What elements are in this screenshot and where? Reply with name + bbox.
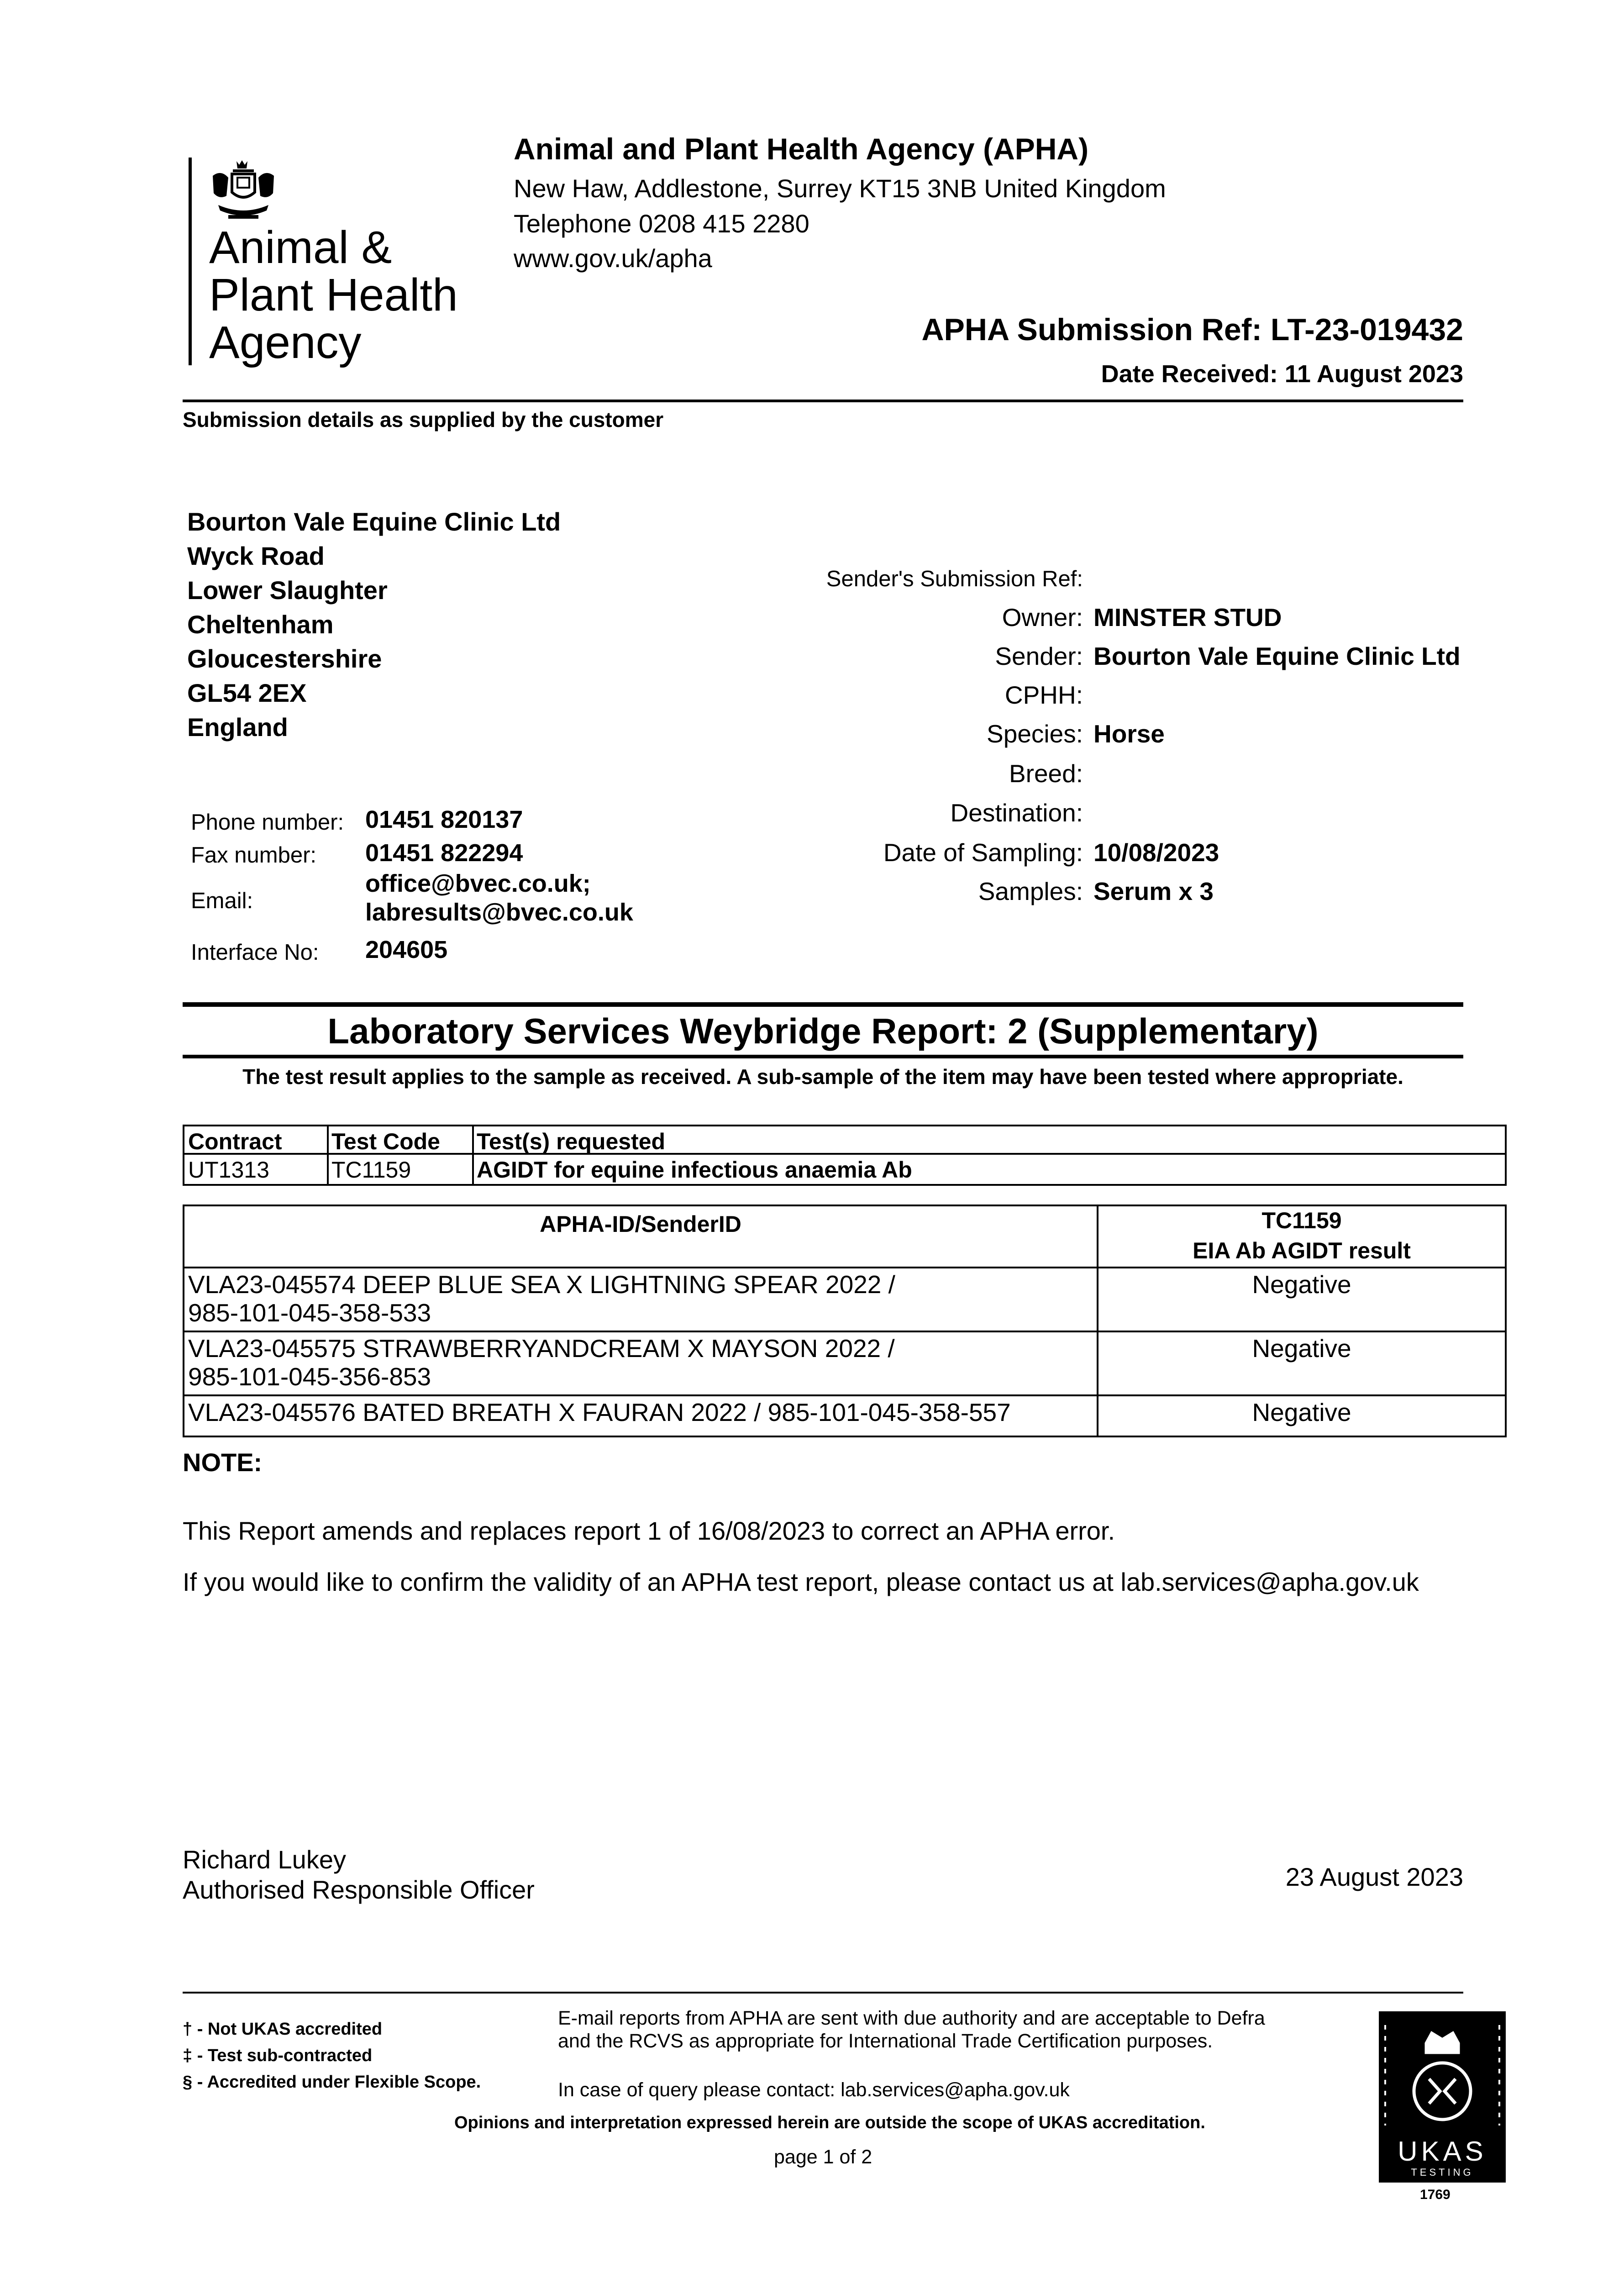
address-line: Wyck Road (187, 542, 325, 570)
interface-label: Interface No: (191, 940, 319, 965)
email-value-2[interactable]: labresults@bvec.co.uk (365, 899, 633, 926)
result-row-id-line-1: VLA23-045575 STRAWBERRYANDCREAM X MAYSON 2022 / (188, 1334, 895, 1362)
sampling-date-label: Date of Sampling: (883, 838, 1083, 867)
table-header-test-code: TC1159 (1261, 1208, 1342, 1233)
logo-line-2: Plant Health (209, 269, 458, 321)
ukas-testing-label: TESTING (1411, 2167, 1474, 2178)
logo-line-1: Animal & (209, 222, 392, 273)
result-value: Negative (1252, 1270, 1351, 1299)
customer-address (187, 505, 561, 744)
legend-flexible-scope: § - Accredited under Flexible Scope. (183, 2073, 481, 2092)
sample-applies-note: The test result applies to the sample as received. A sub-sample of the item may have been tested where appropriate. (242, 1065, 1403, 1089)
note-label: NOTE: (183, 1448, 263, 1477)
email-value-1[interactable]: office@bvec.co.uk; (365, 870, 591, 897)
logo-rule (189, 158, 192, 365)
fax-label: Fax number: (191, 843, 317, 868)
org-telephone: Telephone 0208 415 2280 (514, 209, 809, 238)
legend-not-accredited: † - Not UKAS accredited (183, 2020, 383, 2039)
page-number: page 1 of 2 (774, 2146, 872, 2168)
footer-opinions: Opinions and interpretation expressed herein are outside the scope of UKAS accreditation. (454, 2113, 1205, 2132)
submission-details-label: Submission details as supplied by the customer (183, 408, 664, 431)
footer-email-notice: E-mail reports from APHA are sent with due authority and are acceptable to Defra and the RCVS as appropriate for International Trade Certification purposes. (558, 2007, 1265, 2052)
samples-label: Samples: (978, 877, 1083, 905)
report-title: Laboratory Services Weybridge Report: 2 (Supplementary) (327, 1011, 1319, 1051)
footer-legend (183, 2016, 481, 2095)
legend-sub-contracted: ‡ - Test sub-contracted (183, 2046, 373, 2065)
org-name: Animal and Plant Health Agency (APHA) (514, 132, 1089, 166)
result-row-id-line-1: VLA23-045574 DEEP BLUE SEA X LIGHTNING SPEAR 2022 / (188, 1270, 895, 1299)
note-amendment: This Report amends and replaces report 1 of 16/08/2023 to correct an APHA error. (183, 1516, 1115, 1545)
result-row-id-line-2: 985-101-045-356-853 (188, 1362, 431, 1391)
interface-value: 204605 (365, 936, 448, 963)
sender-label: Sender: (995, 642, 1083, 670)
fax-value: 01451 822294 (365, 839, 523, 867)
result-value: Negative (1252, 1398, 1351, 1426)
result-value: Negative (1252, 1334, 1351, 1362)
table-header-tests-requested: Test(s) requested (477, 1129, 666, 1154)
ukas-wordmark: UKAS (1398, 2136, 1487, 2167)
sampling-date-value: 10/08/2023 (1093, 838, 1219, 867)
note-validity-contact: If you would like to confirm the validity of an APHA test report, please contact us at lab.services@apha.gov.uk (183, 1568, 1419, 1596)
org-address: New Haw, Addlestone, Surrey KT15 3NB United Kingdom (514, 174, 1166, 203)
table-divider (184, 1331, 1505, 1332)
signature-block (183, 1845, 535, 1905)
logo-line-3: Agency (209, 317, 362, 368)
samples-value: Serum x 3 (1093, 877, 1214, 905)
breed-label: Breed: (1009, 759, 1083, 788)
report-title-top-rule (183, 1002, 1463, 1007)
table-divider (472, 1126, 474, 1184)
sender-value: Bourton Vale Equine Clinic Ltd (1093, 642, 1461, 670)
royal-crest-icon (205, 158, 282, 226)
address-line: Cheltenham (187, 610, 334, 639)
ukas-mark (1379, 2011, 1506, 2183)
owner-label: Owner: (1002, 603, 1083, 631)
result-row-id-line-1: VLA23-045576 BATED BREATH X FAURAN 2022 / 985-101-045-358-557 (188, 1398, 1011, 1426)
test-requested-table (183, 1125, 1507, 1186)
signature-date: 23 August 2023 (1285, 1862, 1463, 1891)
destination-label: Destination: (950, 799, 1083, 827)
footer-query-contact: In case of query please contact: lab.services@apha.gov.uk (558, 2079, 1070, 2101)
date-received: Date Received: 11 August 2023 (1101, 360, 1463, 388)
address-line: Bourton Vale Equine Clinic Ltd (187, 507, 561, 536)
report-title-bottom-rule (183, 1055, 1463, 1058)
test-code-value: TC1159 (331, 1157, 411, 1183)
result-row-id-line-2: 985-101-045-358-533 (188, 1299, 431, 1327)
org-website[interactable]: www.gov.uk/apha (514, 244, 712, 273)
table-header-apha-id: APHA-ID/SenderID (540, 1211, 741, 1237)
table-divider (184, 1267, 1505, 1268)
senders-ref-label: Sender's Submission Ref: (826, 567, 1083, 591)
ukas-crown-icon (1379, 2011, 1506, 2135)
address-line: England (187, 713, 288, 742)
phone-label: Phone number: (191, 810, 344, 835)
owner-value: MINSTER STUD (1093, 603, 1282, 631)
address-line: GL54 2EX (187, 679, 307, 707)
phone-value: 01451 820137 (365, 806, 523, 833)
table-divider (184, 1394, 1505, 1396)
signatory-title: Authorised Responsible Officer (183, 1875, 535, 1904)
email-label: Email: (191, 889, 253, 913)
footer-divider (183, 1992, 1463, 1994)
address-line: Lower Slaughter (187, 576, 388, 605)
ukas-accreditation-number: 1769 (1420, 2187, 1451, 2202)
address-line: Gloucestershire (187, 644, 382, 673)
test-requested-value: AGIDT for equine infectious anaemia Ab (477, 1157, 912, 1183)
table-header-contract: Contract (188, 1129, 282, 1154)
contract-value: UT1313 (188, 1157, 269, 1183)
cphh-label: CPHH: (1004, 681, 1083, 709)
species-value: Horse (1093, 720, 1165, 748)
logo-wordmark (209, 224, 458, 366)
table-header-result: EIA Ab AGIDT result (1193, 1238, 1411, 1263)
table-divider (327, 1126, 329, 1184)
submission-ref: APHA Submission Ref: LT-23-019432 (921, 312, 1463, 347)
header-divider (183, 400, 1463, 402)
species-label: Species: (987, 720, 1083, 748)
results-table (183, 1205, 1507, 1437)
table-header-test-code: Test Code (331, 1129, 440, 1154)
signatory-name: Richard Lukey (183, 1845, 346, 1874)
